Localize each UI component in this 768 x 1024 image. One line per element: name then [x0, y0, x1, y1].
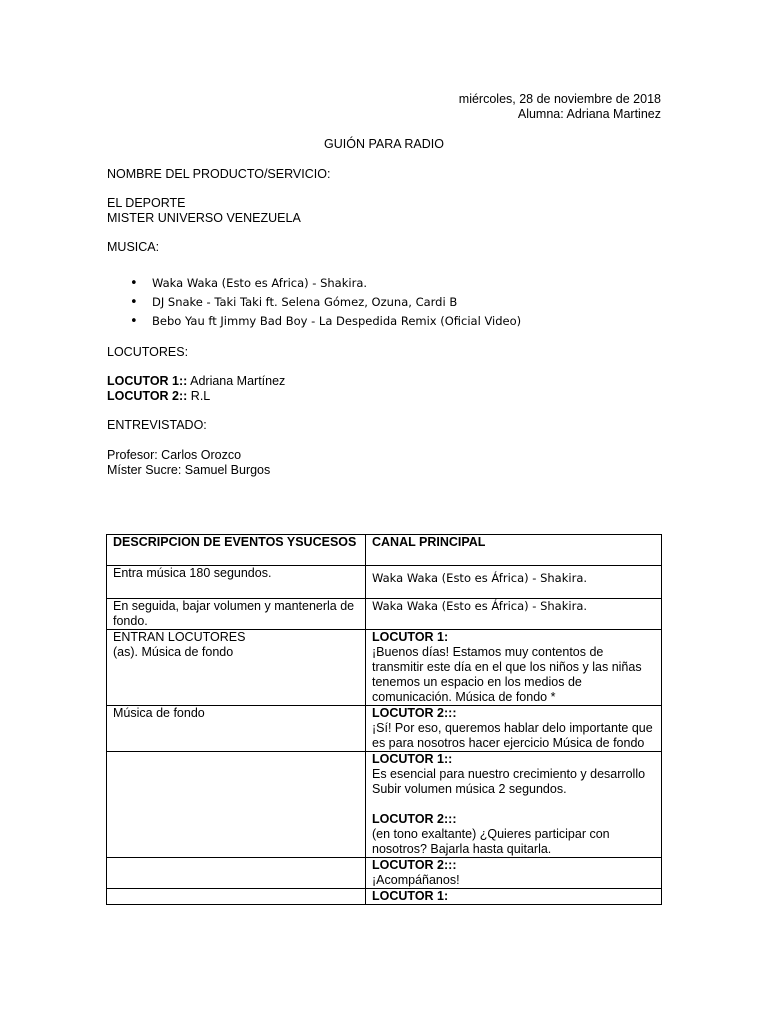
- table-row: [107, 706, 662, 752]
- table-header-row: [107, 535, 662, 566]
- announcer-name: R.L: [187, 389, 211, 403]
- speaker-label: LOCUTOR 2:::: [372, 858, 457, 872]
- table-row: [107, 858, 662, 889]
- speaker-text: ¡Buenos días! Estamos muy contentos de transmitir este día en el que los niños y las niñas tenemos un espacio en los medios de comunicación. Música de fondo *: [372, 645, 642, 704]
- event-description: En seguida, bajar volumen y mantenerla de fondo.: [107, 599, 366, 630]
- song-title: Waka Waka (Esto es África) - Shakira.: [372, 571, 588, 585]
- event-description: [107, 889, 366, 905]
- product-label: NOMBRE DEL PRODUCTO/SERVICIO:: [107, 167, 331, 181]
- main-channel: [366, 599, 662, 630]
- event-description: [107, 858, 366, 889]
- interviewed-label: ENTREVISTADO:: [107, 418, 207, 432]
- event-description: Entra música 180 segundos.: [107, 566, 366, 599]
- table-row: [107, 889, 662, 905]
- speaker-label: LOCUTOR 2:::: [372, 706, 457, 720]
- header-date: miércoles, 28 de noviembre de 2018: [458, 92, 661, 106]
- header-student: Alumna: Adriana Martinez: [517, 107, 661, 121]
- interviewed-person: Míster Sucre: Samuel Burgos: [107, 463, 271, 477]
- event-description: ENTRAN LOCUTORES (as). Música de fondo: [107, 630, 366, 706]
- announcers-label: LOCUTORES:: [107, 345, 189, 359]
- speaker-text: ¡Acompáñanos!: [372, 873, 460, 887]
- interviewed-person: Profesor: Carlos Orozco: [107, 448, 242, 462]
- speaker-label: LOCUTOR 1:: [372, 889, 449, 903]
- speaker-label: LOCUTOR 1::: [372, 752, 453, 766]
- main-channel: [366, 889, 662, 905]
- announcer-name: Adriana Martínez: [187, 374, 286, 388]
- announcer-2: [107, 389, 210, 404]
- table-row: [107, 566, 662, 599]
- song-title: Waka Waka (Esto es África) - Shakira.: [372, 599, 588, 613]
- music-label: MUSICA:: [107, 240, 160, 254]
- table-header: DESCRIPCION DE EVENTOS YSUCESOS: [107, 535, 366, 566]
- product-line: EL DEPORTE: [107, 196, 186, 210]
- table-row: [107, 630, 662, 706]
- event-description: [107, 752, 366, 858]
- announcer-1: [107, 374, 285, 389]
- main-channel: [366, 566, 662, 599]
- product-line: MISTER UNIVERSO VENEZUELA: [107, 211, 301, 225]
- speaker-label: LOCUTOR 2:::: [372, 812, 457, 826]
- event-description: Música de fondo: [107, 706, 366, 752]
- table-row: [107, 752, 662, 858]
- speaker-text: (en tono exaltante) ¿Quieres participar con nosotros? Bajarla hasta quitarla.: [372, 827, 610, 856]
- announcer-label: LOCUTOR 1::: [107, 374, 188, 388]
- table-row: [107, 599, 662, 630]
- music-item: • Bebo Yau ft Jimmy Bad Boy - La Despedida Remix (Oficial Video): [130, 312, 521, 331]
- main-channel: [366, 752, 662, 858]
- main-channel: [366, 706, 662, 752]
- document-title: GUIÓN PARA RADIO: [324, 137, 444, 151]
- music-item: • Waka Waka (Esto es Africa) - Shakira.: [130, 274, 521, 293]
- table-header: CANAL PRINCIPAL: [366, 535, 662, 566]
- announcer-label: LOCUTOR 2::: [107, 389, 188, 403]
- script-table: [106, 534, 662, 905]
- speaker-text: Es esencial para nuestro crecimiento y desarrollo Subir volumen música 2 segundos.: [372, 767, 646, 796]
- music-list: [130, 274, 521, 331]
- speaker-text: ¡Sí! Por eso, queremos hablar delo importante que es para nosotros hacer ejercicio Música de fondo: [372, 721, 653, 750]
- speaker-label: LOCUTOR 1:: [372, 630, 449, 644]
- main-channel: [366, 858, 662, 889]
- main-channel: [366, 630, 662, 706]
- music-item: • DJ Snake - Taki Taki ft. Selena Gómez, Ozuna, Cardi B: [130, 293, 521, 312]
